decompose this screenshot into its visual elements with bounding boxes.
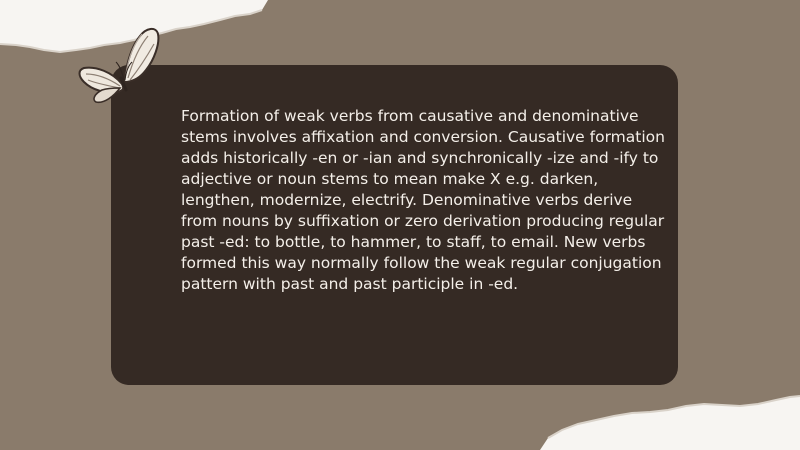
butterfly-icon	[74, 18, 166, 110]
text-card	[111, 65, 678, 385]
body-text: Formation of weak verbs from causative and denominative stems involves affixation and conversion. Causative formation adds historically -en or -ian and synchronically -ize and -ify to adjective or noun stems to mean make X e.g. darken, lengthen, modernize, electrify. Denominative verbs derive from nouns by suffixation or zero derivation producing regular past -ed: to bottle, to hammer, to staff, to email. New verbs formed this way normally follow the weak regular conjugation pattern with past and past participle in -ed.	[181, 107, 665, 293]
